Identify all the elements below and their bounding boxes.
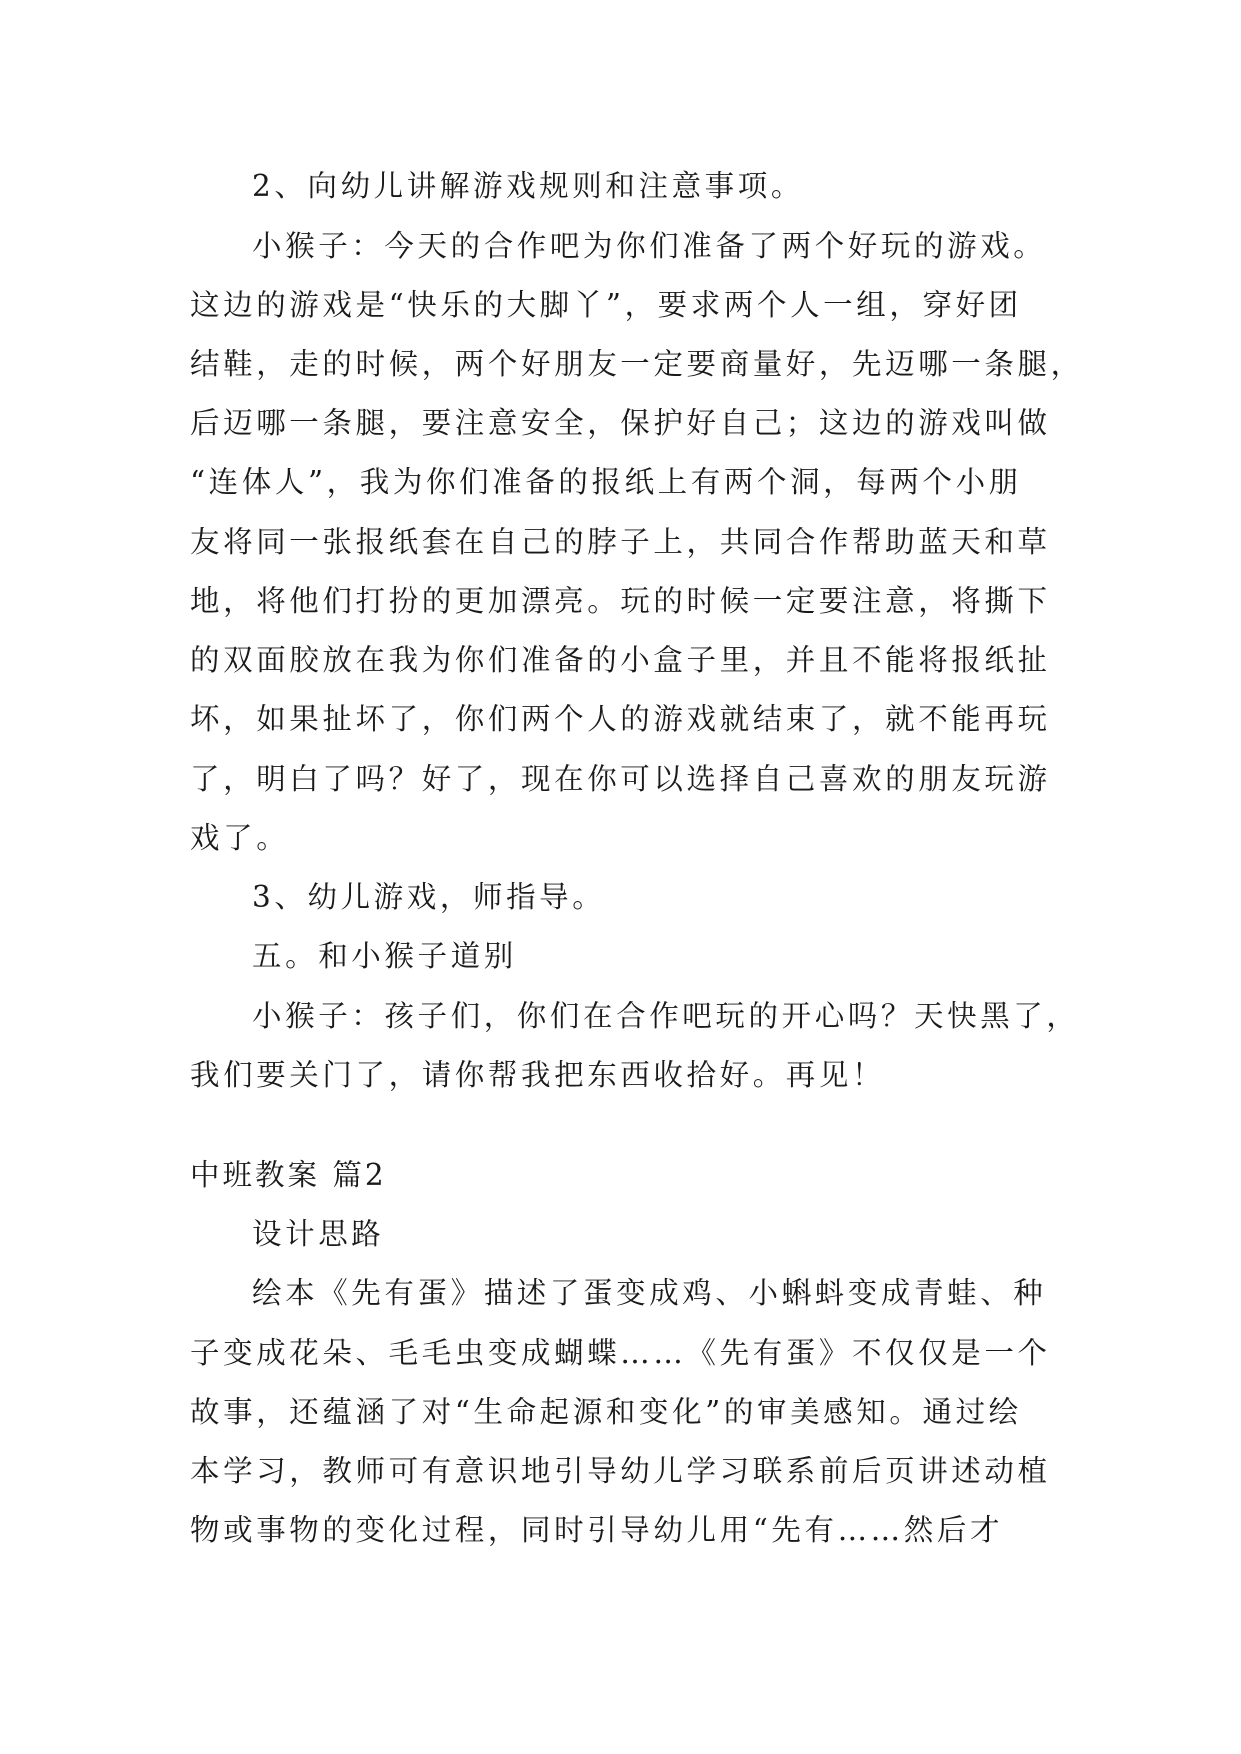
paragraph-farewell-line-1: 小猴子：孩子们，你们在合作吧玩的开心吗？天快黑了，	[252, 999, 1080, 1033]
paragraph-farewell-line-2: 我们要关门了，请你帮我把东西收拾好。再见！	[190, 1058, 886, 1092]
paragraph-monkey-rules-line-8: 的双面胶放在我为你们准备的小盒子里，并且不能将报纸扯	[190, 643, 1051, 677]
lesson-plan-title: 中班教案 篇2	[190, 1158, 387, 1192]
paragraph-monkey-rules-line-4: 后迈哪一条腿，要注意安全，保护好自己；这边的游戏叫做	[190, 406, 1051, 440]
paragraph-monkey-rules-line-11: 戏了。	[190, 821, 290, 855]
paragraph-design-line-3: 故事，还蕴涵了对“生命起源和变化”的审美感知。通过绘	[190, 1395, 1022, 1429]
section-heading-design: 设计思路	[252, 1217, 385, 1251]
paragraph-monkey-rules-line-3: 结鞋，走的时候，两个好朋友一定要商量好，先迈哪一条腿，	[190, 347, 1084, 381]
paragraph-step-3: 3、幼儿游戏，师指导。	[252, 880, 606, 914]
paragraph-monkey-rules-line-1: 小猴子：今天的合作吧为你们准备了两个好玩的游戏。	[252, 229, 1047, 263]
paragraph-monkey-rules-line-6: 友将同一张报纸套在自己的脖子上，共同合作帮助蓝天和草	[190, 525, 1051, 559]
paragraph-design-line-2: 子变成花朵、毛毛虫变成蝴蝶……《先有蛋》不仅仅是一个	[190, 1336, 1051, 1370]
paragraph-design-line-1: 绘本《先有蛋》描述了蛋变成鸡、小蝌蚪变成青蛙、种	[252, 1276, 1047, 1310]
section-heading-farewell: 五。和小猴子道别	[252, 939, 517, 973]
paragraph-monkey-rules-line-9: 坏，如果扯坏了，你们两个人的游戏就结束了，就不能再玩	[190, 702, 1051, 736]
paragraph-monkey-rules-line-10: 了，明白了吗？好了，现在你可以选择自己喜欢的朋友玩游	[190, 762, 1051, 796]
paragraph-monkey-rules-line-7: 地，将他们打扮的更加漂亮。玩的时候一定要注意，将撕下	[190, 584, 1051, 618]
paragraph-monkey-rules-line-2: 这边的游戏是“快乐的大脚丫”，要求两个人一组，穿好团	[190, 288, 1022, 322]
paragraph-step-2: 2、向幼儿讲解游戏规则和注意事项。	[252, 169, 804, 203]
paragraph-monkey-rules-line-5: “连体人”，我为你们准备的报纸上有两个洞，每两个小朋	[190, 465, 1022, 499]
paragraph-design-line-5: 物或事物的变化过程，同时引导幼儿用“先有……然后才	[190, 1513, 1004, 1547]
paragraph-design-line-4: 本学习，教师可有意识地引导幼儿学习联系前后页讲述动植	[190, 1454, 1051, 1488]
